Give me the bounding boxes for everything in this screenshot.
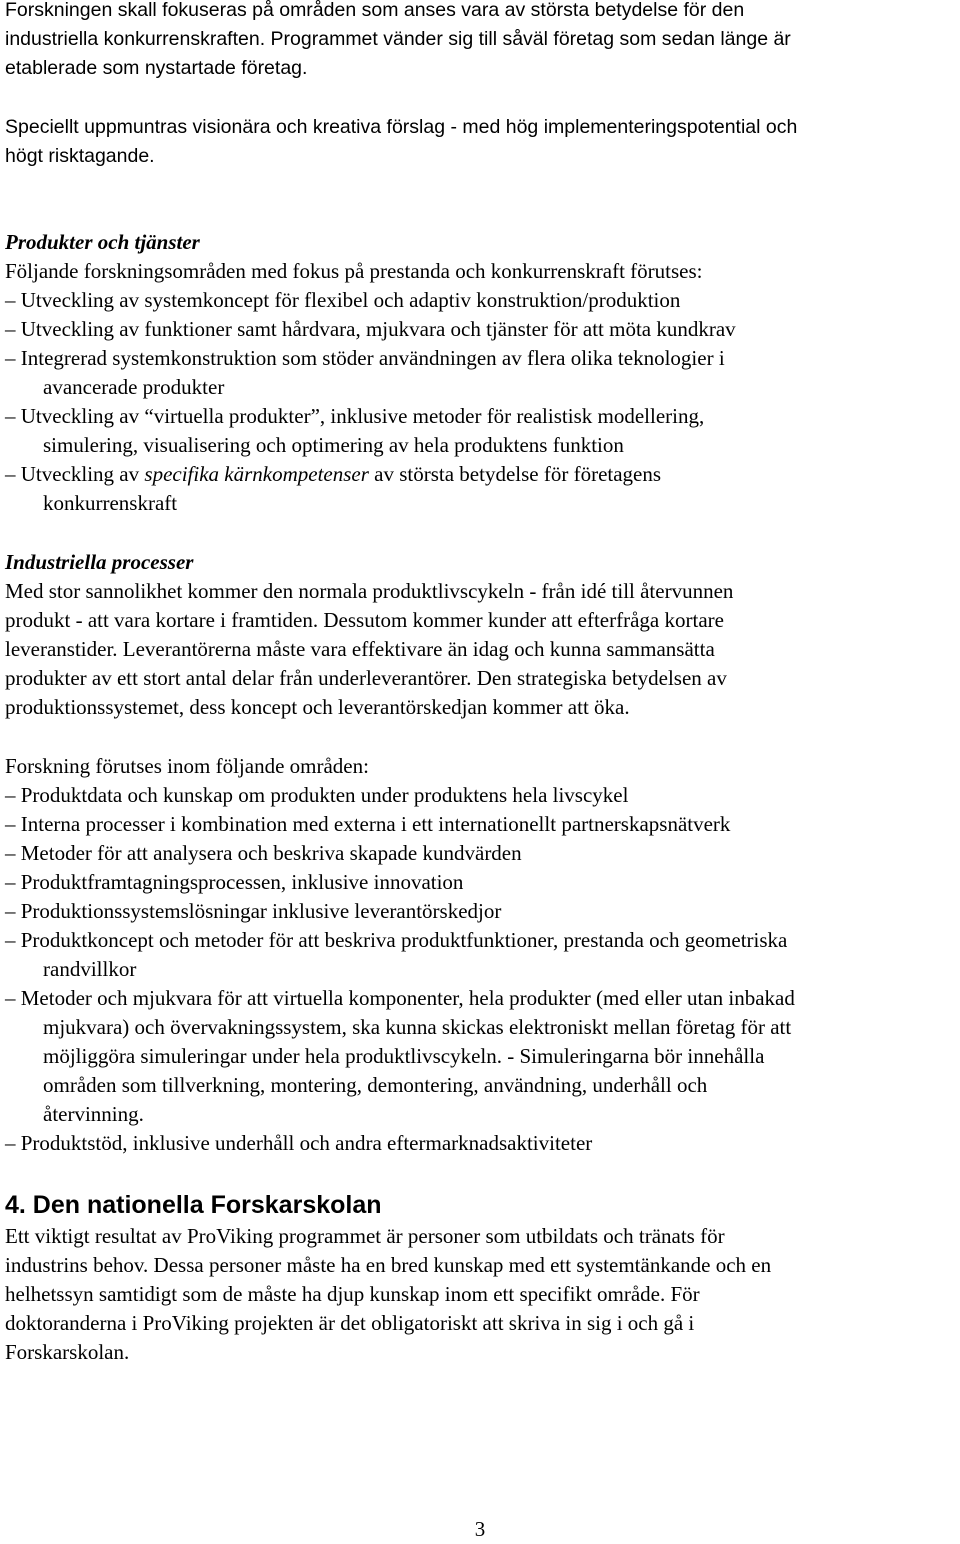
list-item: – Metoder för att analysera och beskriva skapade kundvärden xyxy=(5,841,522,865)
list-item-continuation: mjukvara) och övervakningssystem, ska kunna skickas elektroniskt mellan företag för att xyxy=(43,1015,792,1039)
text-line: Med stor sannolikhet kommer den normala produktlivscykeln - från idé till återvunnen xyxy=(5,579,734,603)
list-item-continuation: avancerade produkter xyxy=(43,375,225,399)
list-item: – Utveckling av funktioner samt hårdvara, mjukvara och tjänster för att möta kundkrav xyxy=(5,317,736,341)
text-line: Ett viktigt resultat av ProViking programmet är personer som utbildats och tränats för xyxy=(5,1224,725,1248)
text-line: Följande forskningsområden med fokus på prestanda och konkurrenskraft förutses: xyxy=(5,259,703,283)
text-line: doktoranderna i ProViking projekten är det obligatoriskt att skriva in sig i och gå i xyxy=(5,1311,695,1335)
list-item: – Produktstöd, inklusive underhåll och andra eftermarknadsaktiviteter xyxy=(5,1131,593,1155)
text-line: Speciellt uppmuntras visionära och kreativa förslag - med hög implementeringspotential och xyxy=(5,116,798,138)
text-line: Forskningen skall fokuseras på områden som anses vara av största betydelse för den xyxy=(5,0,745,21)
page-number: 3 xyxy=(474,1517,486,1541)
list-item: – Metoder och mjukvara för att virtuella komponenter, hela produkter (med eller utan inbakad xyxy=(5,986,795,1010)
list-item xyxy=(5,460,661,489)
list-item: – Utveckling av “virtuella produkter”, inklusive metoder för realistisk modellering, xyxy=(5,404,705,428)
text-line: Forskarskolan. xyxy=(5,1340,130,1364)
list-item-continuation: randvillkor xyxy=(43,957,137,981)
list-item: – Interna processer i kombination med externa i ett internationellt partnerskapsnätverk xyxy=(5,812,731,836)
emphasis-text: specifika kärnkompetenser xyxy=(144,462,369,486)
list-item-continuation: simulering, visualisering och optimering av hela produktens funktion xyxy=(43,433,624,457)
text-run: av största betydelse för företagens xyxy=(368,462,662,486)
list-item: – Produktionssystemslösningar inklusive leverantörskedjor xyxy=(5,899,502,923)
text-line: etablerade som nystartade företag. xyxy=(5,57,308,79)
list-item: – Produktdata och kunskap om produkten under produktens hela livscykel xyxy=(5,783,629,807)
list-item: – Produktkoncept och metoder för att beskriva produktfunktioner, prestanda och geometriska xyxy=(5,928,788,952)
text-line: industriella konkurrenskraften. Programmet vänder sig till såväl företag som sedan länge är xyxy=(5,28,791,50)
list-item-continuation: konkurrenskraft xyxy=(43,491,178,515)
text-line: helhetssyn samtidigt som de måste ha djup kunskap inom ett specifikt område. För xyxy=(5,1282,700,1306)
list-item: – Utveckling av systemkoncept för flexibel och adaptiv konstruktion/produktion xyxy=(5,288,681,312)
text-line: produktionssystemet, dess koncept och leverantörskedjan kommer att öka. xyxy=(5,695,630,719)
section-title: 4. Den nationella Forskarskolan xyxy=(5,1191,382,1219)
list-item-continuation: möjliggöra simuleringar under hela produktlivscykeln. - Simuleringarna bör innehålla xyxy=(43,1044,765,1068)
text-run: – Utveckling av xyxy=(5,462,145,486)
text-line: Forskning förutses inom följande områden: xyxy=(5,754,369,778)
list-item: – Produktframtagningsprocessen, inklusive innovation xyxy=(5,870,464,894)
text-line: produkter av ett stort antal delar från underleverantörer. Den strategiska betydelsen av xyxy=(5,666,727,690)
list-item-continuation: områden som tillverkning, montering, demontering, användning, underhåll och xyxy=(43,1073,708,1097)
list-item: – Integrerad systemkonstruktion som stöder användningen av flera olika teknologier i xyxy=(5,346,725,370)
text-line: leveranstider. Leverantörerna måste vara effektivare än idag och kunna sammansätta xyxy=(5,637,715,661)
text-line: industrins behov. Dessa personer måste ha en bred kunskap med ett systemtänkande och en xyxy=(5,1253,772,1277)
section-heading: Industriella processer xyxy=(5,550,194,574)
list-item-continuation: återvinning. xyxy=(43,1102,144,1126)
text-line: produkt - att vara kortare i framtiden. Dessutom kommer kunder att efterfråga kortare xyxy=(5,608,724,632)
text-line: högt risktagande. xyxy=(5,145,155,167)
section-heading: Produkter och tjänster xyxy=(5,230,200,254)
